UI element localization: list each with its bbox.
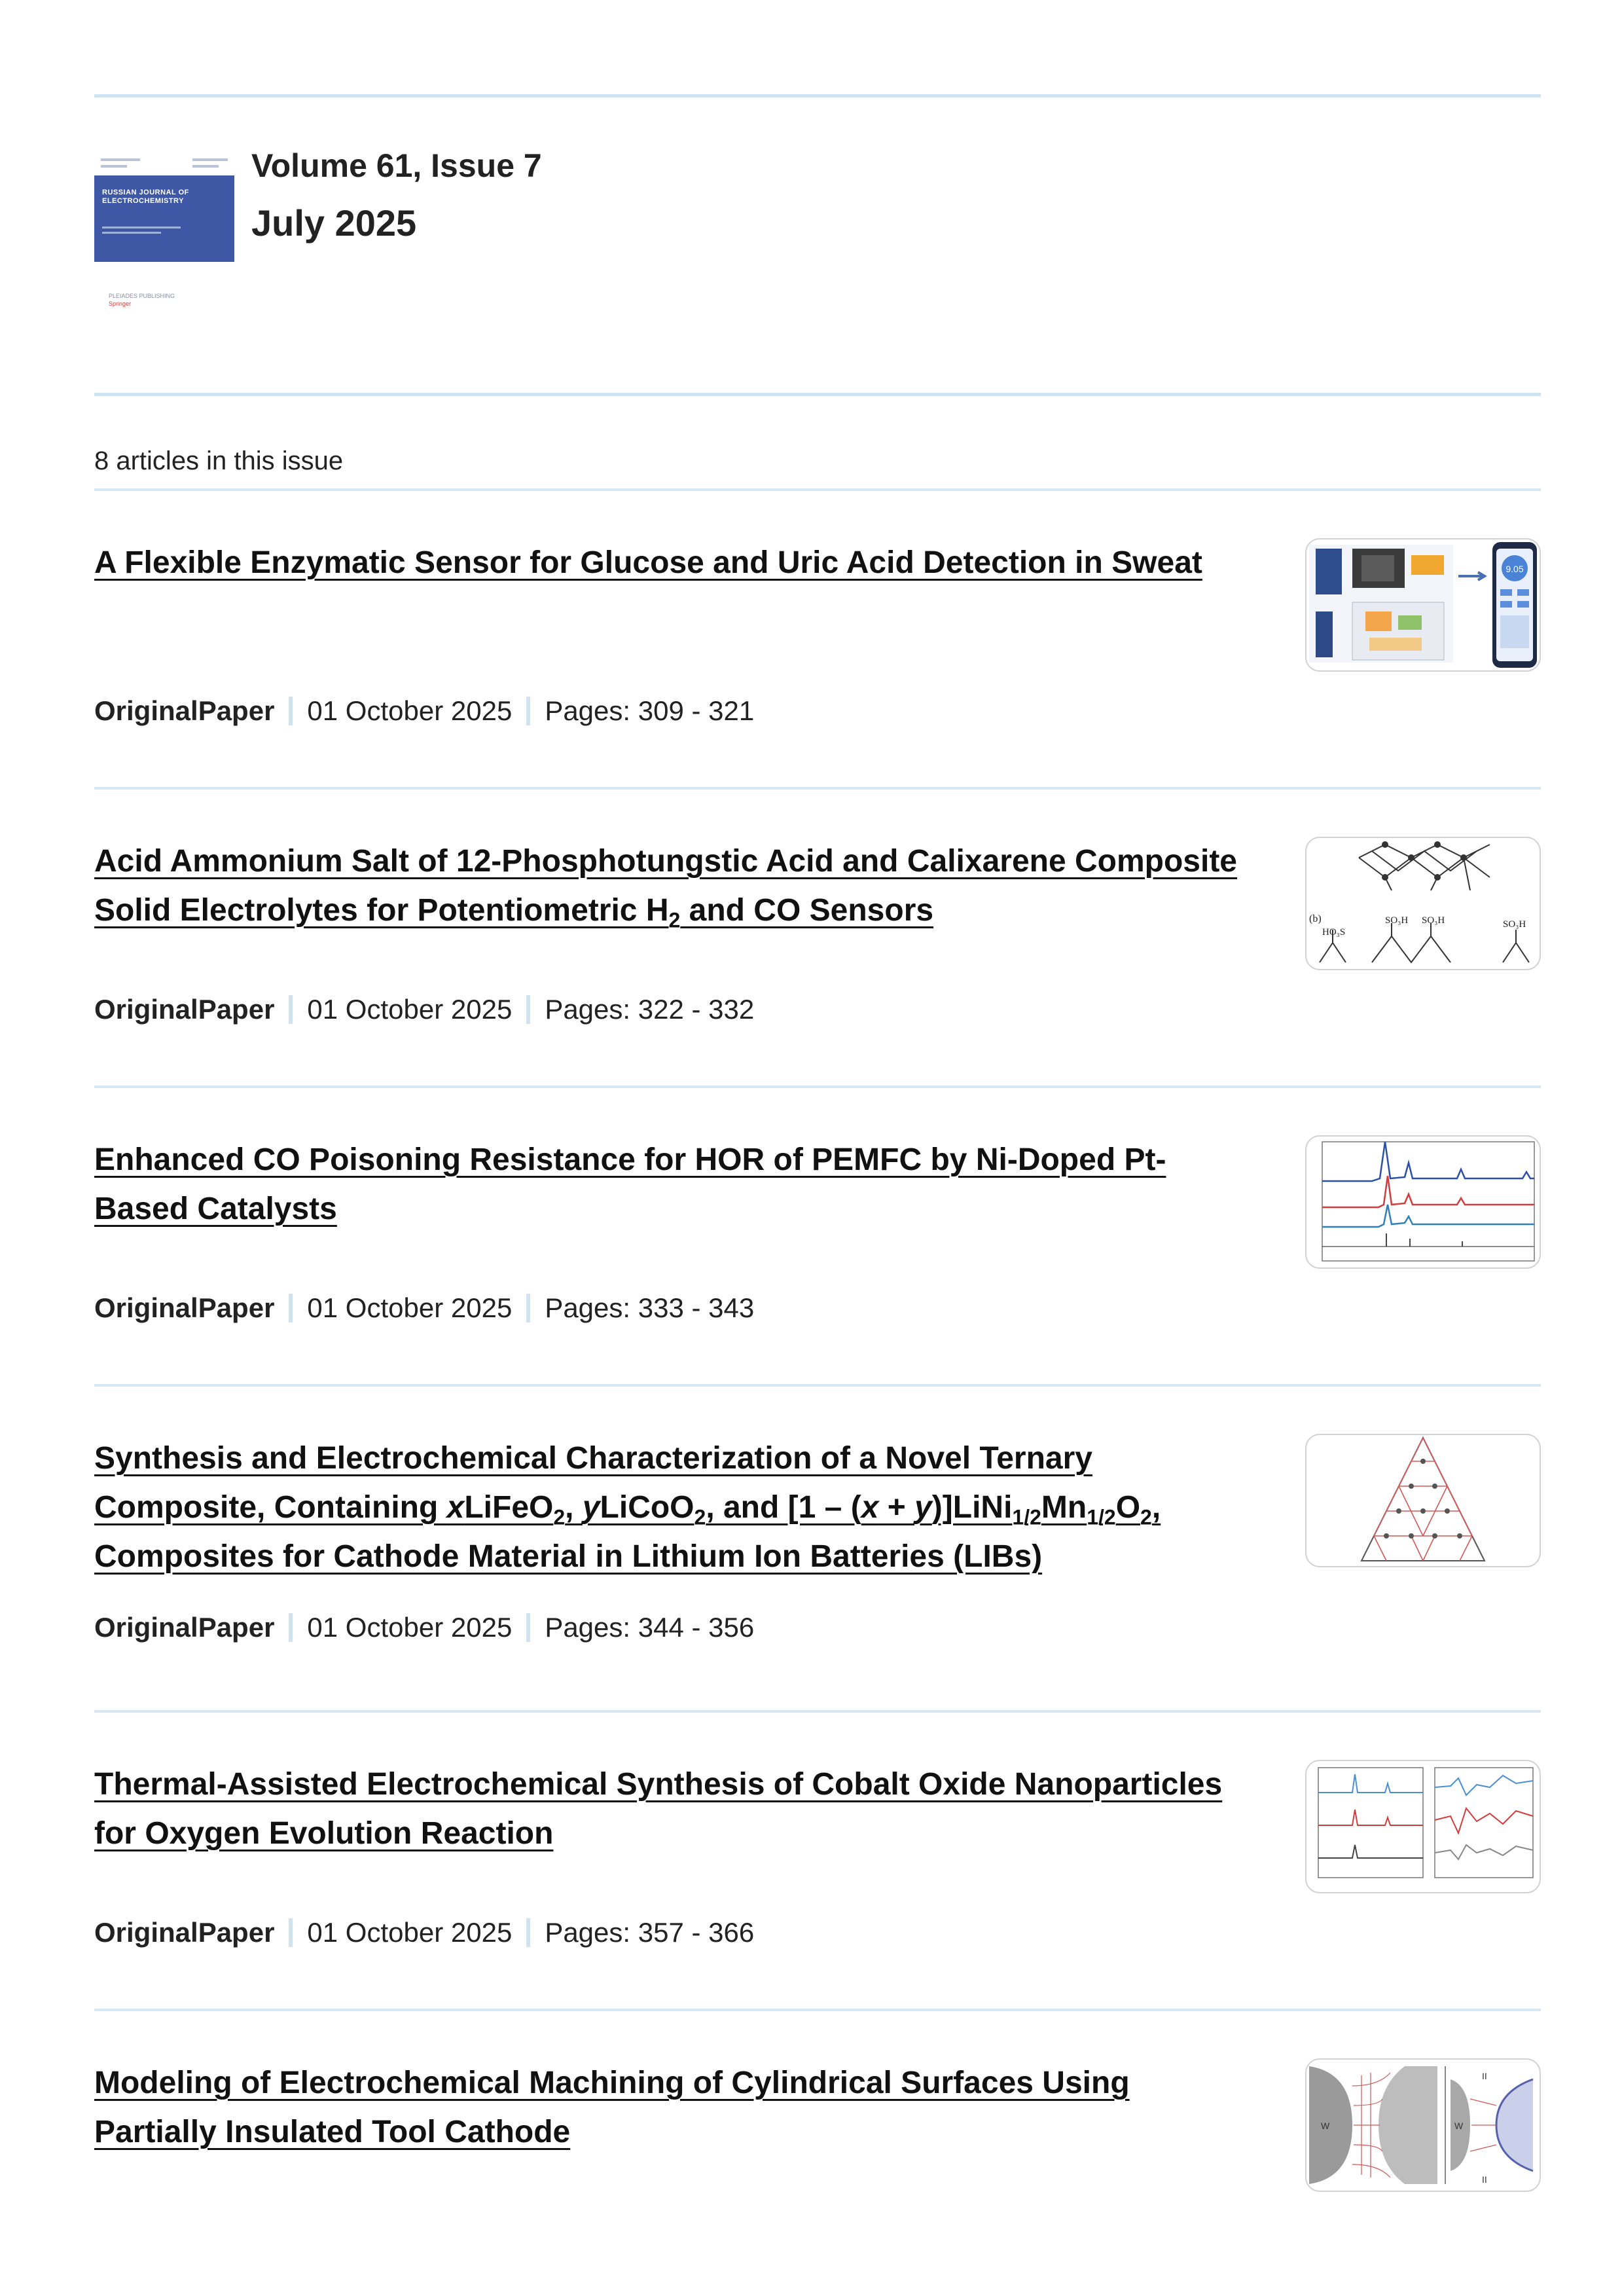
article-pages: Pages: 357 - 366 — [545, 1917, 755, 1948]
article-divider — [94, 1384, 1541, 1387]
article-meta — [94, 1292, 754, 1324]
article-type: OriginalPaper — [94, 994, 275, 1025]
svg-text:II: II — [1482, 2174, 1487, 2185]
article-date: 01 October 2025 — [307, 994, 513, 1025]
article-meta — [94, 695, 754, 727]
header-divider — [94, 393, 1541, 396]
spectra-plots-figure-icon[interactable] — [1305, 1760, 1541, 1893]
article-pages: Pages: 333 - 343 — [545, 1292, 755, 1323]
article-type: OriginalPaper — [94, 1917, 275, 1948]
issue-date: July 2025 — [251, 202, 417, 244]
phone-reading: 9.05 — [1505, 564, 1524, 574]
ternary-diagram-figure-icon[interactable] — [1305, 1434, 1541, 1567]
article-title — [94, 538, 1246, 587]
article-date: 01 October 2025 — [307, 695, 513, 726]
article-title-link[interactable]: Thermal-Assisted Electrochemical Synthesis of Cobalt Oxide Nanoparticles for Oxygen Evolution Reaction — [94, 1767, 1223, 1851]
svg-text:(b): (b) — [1309, 913, 1322, 924]
article-title-link[interactable]: Synthesis and Electrochemical Characterization of a Novel Ternary Composite, Containing xLiFeO$_2$, yLiCoO$_2$, and $[1 - (x + y)]LiNi_{1/2}Mn_{1/2}O_2$, Composites for Cathode Material in Lithium Ion Batteries (LIBs) — [94, 1441, 1161, 1574]
article-title — [94, 1760, 1246, 1858]
svg-text:II: II — [1482, 2071, 1487, 2081]
article-title — [94, 2058, 1246, 2157]
article-title — [94, 837, 1246, 935]
svg-text:W: W — [1454, 2121, 1464, 2131]
sensor-device-figure-icon[interactable] — [1305, 538, 1541, 672]
article-meta — [94, 994, 754, 1025]
article-date: 01 October 2025 — [307, 1612, 513, 1643]
article-divider — [94, 787, 1541, 790]
article-title — [94, 1434, 1246, 1581]
svg-text:W: W — [1321, 2121, 1330, 2131]
journal-cover-image[interactable] — [94, 152, 234, 329]
issue-volume: Volume 61, Issue 7 — [251, 147, 542, 184]
article-title-link[interactable]: Acid Ammonium Salt of 12-Phosphotungstic Acid and Calixarene Composite Solid Electrolytes for Potentiometric $H_2$ and CO Sensors — [94, 844, 1237, 932]
article-pages: Pages: 309 - 321 — [545, 695, 755, 726]
article-meta — [94, 1917, 754, 1948]
article-pages: Pages: 344 - 356 — [545, 1612, 755, 1643]
svg-text:SO₃H: SO₃H — [1503, 919, 1526, 930]
article-meta — [94, 1612, 754, 1643]
article-date: 01 October 2025 — [307, 1917, 513, 1948]
article-title — [94, 1135, 1246, 1233]
article-type: OriginalPaper — [94, 1612, 275, 1643]
article-title-link[interactable]: A Flexible Enzymatic Sensor for Glucose and Uric Acid Detection in Sweat — [94, 545, 1202, 580]
article-title-link[interactable]: Modeling of Electrochemical Machining of Cylindrical Surfaces Using Partially Insulated Tool Cathode — [94, 2066, 1130, 2149]
article-count: 8 articles in this issue — [94, 446, 344, 475]
article-divider — [94, 1710, 1541, 1713]
top-divider — [94, 94, 1541, 98]
article-type: OriginalPaper — [94, 1292, 275, 1323]
cover-publisher: PLEIADES PUBLISHING Springer — [109, 293, 175, 307]
cover-title: RUSSIAN JOURNAL OF ELECTROCHEMISTRY — [102, 189, 189, 205]
article-type: OriginalPaper — [94, 695, 275, 726]
article-date: 01 October 2025 — [307, 1292, 513, 1323]
svg-text:SO₃H: SO₃H — [1385, 915, 1409, 926]
xrd-pattern-figure-icon[interactable] — [1305, 1135, 1541, 1269]
svg-text:SO₃H: SO₃H — [1422, 915, 1445, 926]
article-divider — [94, 2009, 1541, 2011]
electrode-field-figure-icon[interactable] — [1305, 2058, 1541, 2192]
list-top-divider — [94, 488, 1541, 491]
svg-text:HO₃S: HO₃S — [1322, 927, 1346, 938]
calixarene-structure-figure-icon[interactable] — [1305, 837, 1541, 970]
article-pages: Pages: 322 - 332 — [545, 994, 755, 1025]
article-title-link[interactable]: Enhanced CO Poisoning Resistance for HOR of PEMFC by Ni-Doped Pt-Based Catalysts — [94, 1142, 1166, 1226]
article-divider — [94, 1085, 1541, 1088]
